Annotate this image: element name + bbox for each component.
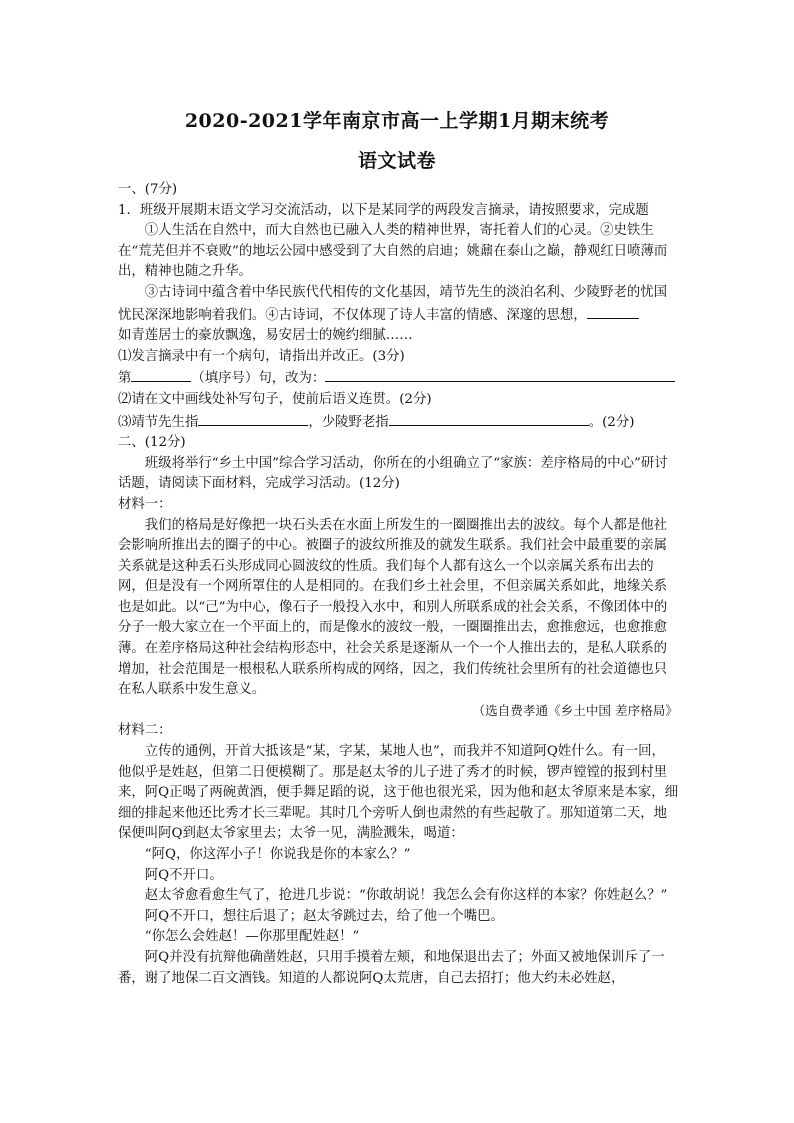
material-2-paragraph-2: “阿Q，你这浑小子！你说我是你的本家么？” xyxy=(144,847,411,862)
q1-sub-1-answer-line xyxy=(118,367,678,390)
material-1-label: 材料一： xyxy=(118,496,172,512)
q1-sub-question-2: ⑵请在文中画线处补写句子，使前后语义连贯。(2分) xyxy=(118,391,432,407)
q1-paragraph-2-tail: 如青莲居士的豪放飘逸，易安居士的婉约细腻…… xyxy=(118,328,413,344)
material-2-paragraph-3: 阿Q不开口。 xyxy=(144,867,223,883)
q1-sub-3-mid: ，少陵野老指 xyxy=(308,414,389,430)
material-2-label: 材料二： xyxy=(118,723,172,739)
q1-sub-3-prefix: ⑶靖节先生指 xyxy=(118,414,199,430)
jingjie-blank[interactable] xyxy=(198,411,308,426)
q1-sub-question-1: ⑴发言摘录中有一个病句，请指出并改正。(3分) xyxy=(118,348,405,364)
sentence-number-blank[interactable] xyxy=(131,367,191,382)
material-2-paragraph-5: 阿Q不开口，想往后退了；赵太爷跳过去，给了他一个嘴巴。 xyxy=(144,908,504,924)
q1-sub-question-3 xyxy=(118,411,678,434)
q1-sub-1-answer-mid: （填序号）句，改为： xyxy=(191,371,326,387)
q1-sub-3-suffix: 。(2分) xyxy=(588,414,635,430)
correction-blank[interactable] xyxy=(325,367,675,382)
material-2-paragraph-4: 赵太爷愈看愈生气了，抢进几步说：“你敢胡说！我怎么会有你这样的本家？你姓赵么？” xyxy=(144,888,668,904)
q1-sub-1-answer-prefix: 第 xyxy=(118,371,132,387)
q1-paragraph-2-text: ③古诗词中蕴含着中华民族代代相传的文化基因，靖节先生的淡泊名利、少陵野老的忧国忧民深深地影响着我们。④古诗词，不仅体现了诗人丰富的情感、深邃的思想， xyxy=(118,284,668,323)
shaoling-blank[interactable] xyxy=(389,411,589,426)
q1-paragraph-2 xyxy=(118,283,678,347)
q1-fill-blank[interactable] xyxy=(587,304,639,319)
section-2-intro: 班级将举行“乡土中国”综合学习活动，你所在的小组确立了“家族：差序格局的中心”研讨话题，请阅读下面材料，完成学习活动。(12分) xyxy=(118,455,668,492)
material-1-text: 我们的格局是好像把一块石头丢在水面上所发生的一圈圈推出去的波纹。每个人都是他社会影响所推出去的圈子的中心。被圈子的波纹所推及的就发生联系。我们社会中最重要的亲属关系就是这种丢石头形成同心圆波纹的性质。我们每个人都有这么一个以亲属关系布出去的网，但是没有一个网所罩住的人是相同的。在我们乡土社会里，不但亲属关系如此，地缘关系也是如此。以“己”为中心，像石子一般投入水中，和别人所联系成的社会关系，不像团体中的分子一般大家立在一个平面上的，而是像水的波纹一般，一圈圈推出去，愈推愈远，也愈推愈薄。在差序格局这种社会结构形态中，社会关系是逐渐从一个一个人推出去的，是私人联系的增加，社会范围是一根根私人联系所构成的网络，因之，我们传统社会里所有的社会道德也只在私人联系中发生意义。 xyxy=(118,517,668,698)
section-2-header: 二、(12分) xyxy=(118,435,186,451)
exam-title: 2020-2021学年南京市高一上学期1月期末统考 xyxy=(184,110,610,132)
question-1-intro: 1．班级开展期末语文学习交流活动，以下是某同学的两段发言摘录，请按照要求，完成题 xyxy=(118,202,649,218)
section-1-header: 一、(7分) xyxy=(118,182,178,197)
material-2-paragraph-1: 立传的通例，开首大抵该是“某，字某，某地人也”，而我并不知道阿Q姓什么。有一回，他似乎是姓赵，但第二日便模糊了。那是赵太爷的儿子进了秀才的时候，锣声镗镗的报到村里来，阿Q正喝了两碗黄酒，便手舞足蹈的说，这于他也很光采，因为他和赵太爷原来是本家，细细的排起来他还比秀才长三辈呢。其时几个旁听人倒也肃然的有些起敬了。那知道第二天，地保便叫阿Q到赵太爷家里去；太爷一见，满脸溅朱，喝道： xyxy=(118,744,678,842)
q1-paragraph-1: ①人生活在自然中，而大自然也已融入人类的精神世界，寄托着人们的心灵。②史铁生在“荒芜但并不衰败”的地坛公园中感受到了大自然的启迪；姚鼐在泰山之巅，静观红日喷薄而出，精神也随之升华。 xyxy=(118,223,668,280)
material-2-paragraph-6: “你怎么会姓赵！—你那里配姓赵！” xyxy=(144,929,360,945)
material-1-source: （选自费孝通《乡土中国 差序格局》 xyxy=(472,702,678,718)
exam-body xyxy=(118,180,678,989)
exam-subtitle: 语文试卷 xyxy=(357,150,436,172)
material-2-paragraph-7: 阿Q并没有抗辩他确凿姓赵，只用手摸着左颊，和地保退出去了；外面又被地保训斥了一番，谢了地保二百文酒钱。知道的人都说阿Q太荒唐，自己去招打；他大约未必姓赵， xyxy=(118,949,665,986)
